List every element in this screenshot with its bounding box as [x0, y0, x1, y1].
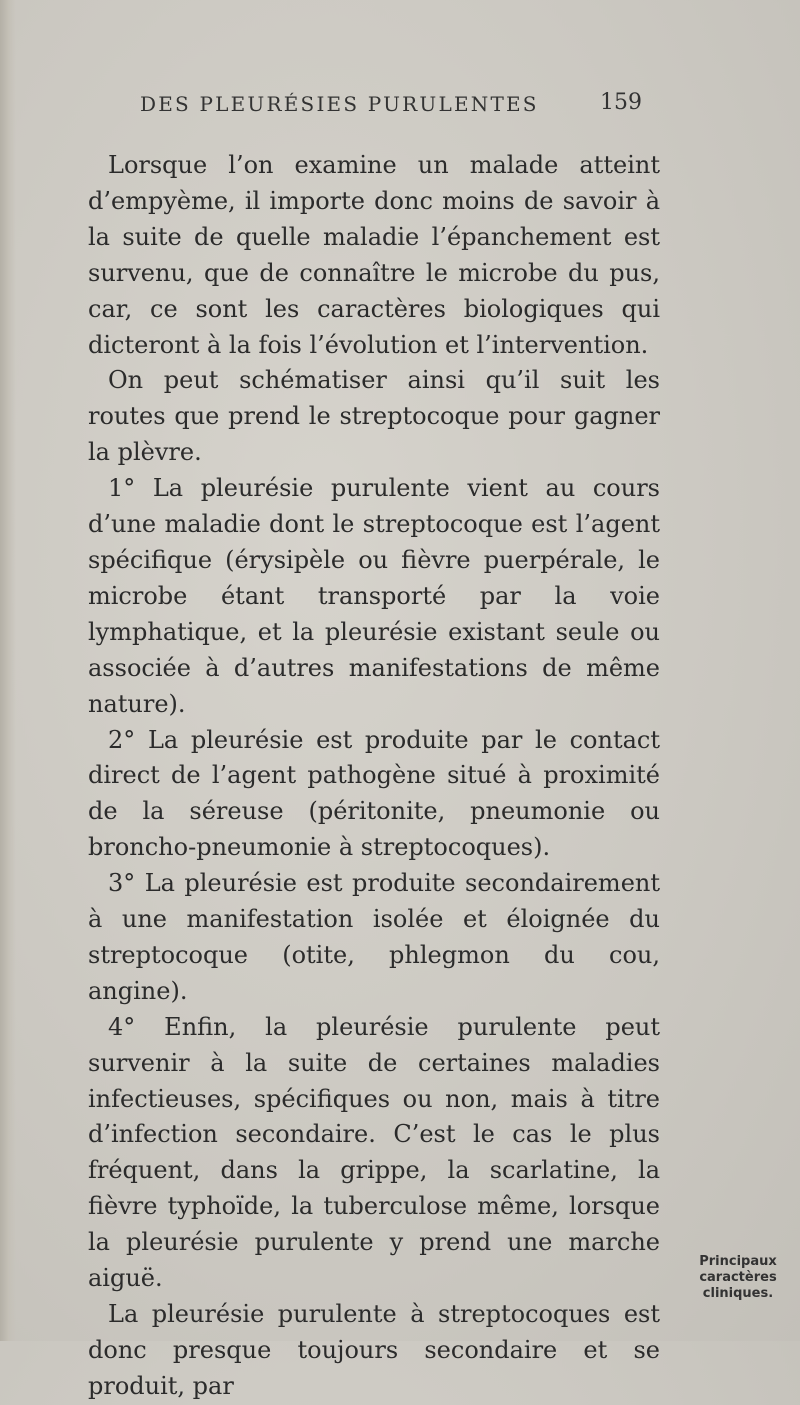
- running-title: DES PLEURÉSIES PURULENTES: [140, 92, 539, 116]
- margin-note: [676, 1254, 800, 1302]
- paragraph-4: 2° La pleurésie est produite par le contact direct de l’agent pathogène situé à proximité de la séreuse (péritonite, pneumonie ou broncho-pneumonie à streptocoques).: [88, 725, 660, 862]
- margin-note-line-1: Principaux: [699, 1254, 777, 1269]
- page-number: 159: [600, 90, 642, 115]
- paragraph-2: On peut schématiser ainsi qu’il suit les routes que prend le streptocoque pour gagner la plèvre.: [88, 366, 660, 467]
- margin-note-line-2: caractères: [699, 1270, 777, 1285]
- paragraph-3: 1° La pleurésie purulente vient au cours d’une maladie dont le streptocoque est l’agent spécifique (érysipèle ou fièvre puerpérale, le microbe étant transporté par la voie lymphatique, et la pleurésie existant seule ou associée à d’autres manifestations de même nature).: [88, 474, 660, 718]
- margin-note-line-3: cliniques.: [702, 1286, 774, 1301]
- paragraph-6: 4° Enfin, la pleurésie purulente peut survenir à la suite de certaines maladies infectieuses, spécifiques ou non, mais à titre d’infection secondaire. C’est le cas le plus fréquent, dans la grippe, la scarlatine, la fièvre typhoïde, la tuberculose même, lorsque la pleurésie purulente y prend une marche aiguë.: [88, 1012, 660, 1293]
- body-text: [88, 148, 660, 1405]
- page-binding-edge: [0, 0, 16, 1341]
- paragraph-1: Lorsque l’on examine un malade atteint d’empyème, il importe donc moins de savoir à la suite de quelle maladie l’épanchement est survenu, que de connaître le microbe du pus, car, ce sont les caractères biologiques qui dicteront à la fois l’évolution et l’intervention.: [88, 151, 660, 359]
- paragraph-5: 3° La pleurésie est produite secondairement à une manifestation isolée et éloignée du streptocoque (otite, phlegmon du cou, angine).: [88, 869, 660, 1005]
- paragraph-7: La pleurésie purulente à streptocoques est donc presque toujours secondaire et se produit, par: [88, 1300, 660, 1400]
